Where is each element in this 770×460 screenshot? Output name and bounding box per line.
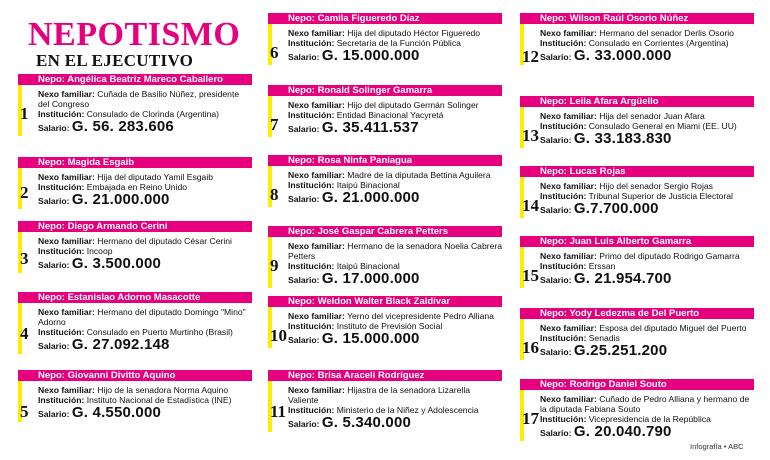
entry-card-17: Nepo: Rodrigo Daniel Souto 17 Nexo familiar: Cuñado de Pedro Alliana y hermano de la diputada Fabiana Souto Institución: Vicepresidencia de la República Salario: G. 20.040.790 bbox=[520, 379, 754, 441]
entry-salario: G.7.700.000 bbox=[573, 200, 659, 217]
entry-card-13: Nepo: Leila Afara Argüello 13 Nexo familiar: Hija del senador Juan Afara Institución: Consulado General en Miami (EE. UU) Salario: G. 33.183.830 bbox=[520, 96, 754, 148]
entry-card-16: Nepo: Yody Ledezma de Del Puerto 16 Nexo familiar: Esposa del diputado Miguel del Puerto Institución: Senadis Salario: G.25.251.200 bbox=[520, 308, 754, 360]
entry-salario: G. 17.000.000 bbox=[321, 270, 420, 287]
entry-header: Nepo: Magida Esgaib bbox=[18, 157, 252, 168]
entry-card-12: Nepo: Wilson Raúl Osorio Núñez 12 Nexo familiar: Hermano del senador Derlis Osorio Institución: Consulado en Corrientes (Argentina) Salario: G. 33.000.000 bbox=[520, 13, 754, 65]
entry-nexo: Hijo del senador Sergio Rojas bbox=[599, 181, 713, 191]
entry-nexo: Hermano del diputado César Cerini bbox=[97, 236, 232, 246]
entry-institucion: Ministerio de la Niñez y Adolescencia bbox=[336, 405, 479, 415]
entry-card-8: Nepo: Rosa Ninfa Paniagua 8 Nexo familiar: Madre de la diputada Bettina Aguilera Institución: Itaipú Binacional Salario: G. 21.000.000 bbox=[268, 155, 502, 207]
entry-number: 7 bbox=[270, 115, 279, 134]
entry-institucion: Vicepresidencia de la República bbox=[588, 414, 711, 424]
entry-nexo: Cuñado de Pedro Alliana y hermano de la diputada Fabiana Souto bbox=[540, 394, 750, 414]
entry-institucion: Itaipú Binacional bbox=[336, 180, 400, 190]
entry-nexo: Hija del diputado Héctor Figueredo bbox=[347, 28, 481, 38]
entry-name: Rosa Ninfa Paniagua bbox=[317, 155, 413, 166]
entry-header: Nepo: Giovanni Divitto Aquino bbox=[18, 370, 252, 381]
entry-salario: G. 35.411.537 bbox=[321, 119, 419, 136]
entry-salario: G. 15.000.000 bbox=[321, 330, 420, 347]
entry-number: 6 bbox=[270, 43, 279, 62]
entry-nexo: Hijastra de la senadora Lizarella Valiente bbox=[288, 385, 471, 405]
entry-institucion: Itaipú Binacional bbox=[336, 261, 400, 271]
entry-institucion: Entidad Binacional Yacyretá bbox=[336, 110, 444, 120]
entry-number: 17 bbox=[522, 409, 539, 428]
entry-name: Weldon Walter Black Zaldívar bbox=[317, 296, 451, 307]
entry-number: 16 bbox=[522, 338, 539, 357]
entry-header: Nepo: Camila Figueredo Díaz bbox=[268, 13, 502, 24]
entry-salario: G. 21.000.000 bbox=[71, 191, 170, 208]
entry-number: 11 bbox=[270, 402, 287, 421]
entry-number: 12 bbox=[522, 47, 539, 66]
entry-name: Leila Afara Argüello bbox=[569, 96, 659, 107]
entry-header: Nepo: Rosa Ninfa Paniagua bbox=[268, 155, 502, 166]
entry-salario: G. 33.183.830 bbox=[573, 130, 672, 147]
entry-institucion: Secretaría de la Función Pública bbox=[336, 38, 461, 48]
entry-header: Nepo: Ronald Solinger Gamarra bbox=[268, 85, 502, 96]
entry-header: Nepo: Yody Ledezma de Del Puerto bbox=[520, 308, 754, 319]
entry-salario: G. 27.092.148 bbox=[71, 336, 170, 353]
entry-salario: G. 5.340.000 bbox=[321, 414, 412, 431]
entry-institucion: Embajada en Reino Unido bbox=[86, 182, 188, 192]
entry-card-1: Nepo: Angélica Beatriz Mareco Caballero 1 Nexo familiar: Cuñada de Basilio Núñez, presidente del Congreso Institución: Consulado de Clorinda (Argentina) Salario: G. 56. 283.606 bbox=[18, 74, 252, 136]
entry-salario: G. 4.550.000 bbox=[71, 404, 162, 421]
entry-nexo: Madre de la diputada Bettina Aguilera bbox=[347, 170, 491, 180]
entry-number: 9 bbox=[270, 256, 279, 275]
entry-salario: G. 21.000.000 bbox=[321, 189, 420, 206]
entry-name: José Gaspar Cabrera Petters bbox=[317, 226, 448, 237]
entry-number: 1 bbox=[20, 104, 29, 123]
entry-institucion: Instituto de Previsión Social bbox=[336, 321, 443, 331]
entry-name: Lucas Rojas bbox=[569, 166, 626, 177]
entry-salario: G. 56. 283.606 bbox=[71, 118, 174, 135]
entry-name: Yody Ledezma de Del Puerto bbox=[569, 308, 700, 319]
entry-nexo: Hermano de la senadora Noelia Cabrera Petters bbox=[288, 241, 503, 261]
entry-number: 13 bbox=[522, 126, 539, 145]
entry-number: 5 bbox=[20, 402, 29, 421]
entry-name: Juan Luis Alberto Gamarra bbox=[569, 236, 692, 247]
entry-nexo: Hermano del senador Derlis Osorio bbox=[599, 28, 734, 38]
entry-salario: G. 21.954.700 bbox=[573, 270, 672, 287]
entry-header: Nepo: Wilson Raúl Osorio Núñez bbox=[520, 13, 754, 24]
entry-header: Nepo: Weldon Walter Black Zaldívar bbox=[268, 296, 502, 307]
entry-header: Nepo: Lucas Rojas bbox=[520, 166, 754, 177]
entry-institucion: Tribunal Superior de Justicia Electoral bbox=[588, 191, 733, 201]
entry-name: Diego Armando Cerini bbox=[67, 221, 168, 232]
entry-institucion: Senadis bbox=[588, 333, 620, 343]
entry-name: Rodrigo Daniel Souto bbox=[569, 379, 667, 390]
entry-header: Nepo: Juan Luis Alberto Gamarra bbox=[520, 236, 754, 247]
entry-card-10: Nepo: Weldon Walter Black Zaldívar 10 Nexo familiar: Yerno del vicepresidente Pedro Alliana Institución: Instituto de Previsión Social Salario: G. 15.000.000 bbox=[268, 296, 502, 348]
entry-institucion: Consulado en Corrientes (Argentina) bbox=[588, 38, 729, 48]
entry-header: Nepo: Diego Armando Cerini bbox=[18, 221, 252, 232]
entry-institucion: Incoop bbox=[86, 246, 113, 256]
entry-card-6: Nepo: Camila Figueredo Díaz 6 Nexo familiar: Hija del diputado Héctor Figueredo Institución: Secretaría de la Función Pública Salario: G. 15.000.000 bbox=[268, 13, 502, 65]
entry-nexo: Hermano del diputado Domingo "Mino" Adorno bbox=[38, 307, 246, 327]
entry-nexo: Esposa del diputado Miguel del Puerto bbox=[599, 323, 747, 333]
entry-name: Wilson Raúl Osorio Núñez bbox=[569, 13, 689, 24]
entry-header: Nepo: Angélica Beatriz Mareco Caballero bbox=[18, 74, 252, 85]
entry-name: Brisa Araceli Rodríguez bbox=[317, 370, 425, 381]
entry-nexo: Hijo del diputado Germán Solinger bbox=[347, 100, 479, 110]
entry-nexo: Hijo de la senadora Norma Aquino bbox=[97, 385, 229, 395]
entry-name: Ronald Solinger Gamarra bbox=[317, 85, 433, 96]
entry-header: Nepo: Rodrigo Daniel Souto bbox=[520, 379, 754, 390]
entry-institucion: Instituto Nacional de Estadística (INE) bbox=[86, 395, 232, 405]
entry-card-11: Nepo: Brisa Araceli Rodríguez 11 Nexo familiar: Hijastra de la senadora Lizarella Valiente Institución: Ministerio de la Niñez y Adolescencia Salario: G. 5.340.000 bbox=[268, 370, 502, 432]
entry-header: Nepo: Brisa Araceli Rodríguez bbox=[268, 370, 502, 381]
entry-card-5: Nepo: Giovanni Divitto Aquino 5 Nexo familiar: Hijo de la senadora Norma Aquino Institución: Instituto Nacional de Estadística (INE) Salario: G. 4.550.000 bbox=[18, 370, 252, 422]
entry-salario: G.25.251.200 bbox=[573, 342, 668, 359]
entry-number: 2 bbox=[20, 183, 29, 202]
entry-number: 10 bbox=[270, 326, 287, 345]
entry-nexo: Cuñada de Basilio Núñez, presidente del Congreso bbox=[38, 89, 240, 109]
page-title: NEPOTISMO bbox=[28, 16, 241, 53]
entry-number: 3 bbox=[20, 249, 29, 268]
entry-institucion: Consulado en Puerto Murtinho (Brasil) bbox=[86, 327, 233, 337]
entry-name: Angélica Beatriz Mareco Caballero bbox=[67, 74, 223, 85]
entry-salario: G. 20.040.790 bbox=[573, 423, 672, 440]
entry-number: 15 bbox=[522, 266, 539, 285]
entry-card-3: Nepo: Diego Armando Cerini 3 Nexo familiar: Hermano del diputado César Cerini Institución: Incoop Salario: G. 3.500.000 bbox=[18, 221, 252, 273]
entry-number: 8 bbox=[270, 185, 279, 204]
entry-salario: G. 3.500.000 bbox=[71, 255, 162, 272]
entry-salario: G. 33.000.000 bbox=[573, 47, 672, 64]
entry-nexo: Yerno del vicepresidente Pedro Alliana bbox=[347, 311, 494, 321]
credit-text: Infografía • ABC bbox=[690, 442, 744, 451]
entry-name: Magida Esgaib bbox=[67, 157, 135, 168]
entry-institucion: Consulado General en Miami (EE. UU) bbox=[588, 121, 737, 131]
entry-card-2: Nepo: Magida Esgaib 2 Nexo familiar: Hija del diputado Yamil Esgaib Institución: Embajada en Reino Unido Salario: G. 21.000.000 bbox=[18, 157, 252, 209]
entry-number: 4 bbox=[20, 324, 29, 343]
entry-card-14: Nepo: Lucas Rojas 14 Nexo familiar: Hijo del senador Sergio Rojas Institución: Tribunal Superior de Justicia Electoral Salario: G.7.700.000 bbox=[520, 166, 754, 218]
entry-institucion: Erssan bbox=[588, 261, 616, 271]
entry-card-7: Nepo: Ronald Solinger Gamarra 7 Nexo familiar: Hijo del diputado Germán Solinger Institución: Entidad Binacional Yacyretá Salario: G. 35.411.537 bbox=[268, 85, 502, 137]
entry-salario: G. 15.000.000 bbox=[321, 47, 420, 64]
entry-institucion: Consulado de Clorinda (Argentina) bbox=[86, 109, 220, 119]
entry-header: Nepo: Leila Afara Argüello bbox=[520, 96, 754, 107]
entry-number: 14 bbox=[522, 196, 539, 215]
entry-nexo: Primo del diputado Rodrigo Gamarra bbox=[599, 251, 740, 261]
page-subtitle: EN EL EJECUTIVO bbox=[36, 51, 194, 70]
entry-card-4: Nepo: Estanislao Adorno Masacotte 4 Nexo familiar: Hermano del diputado Domingo "Mino" Adorno Institución: Consulado en Puerto Murtinho (Brasil) Salario: G. 27.092.148 bbox=[18, 292, 252, 354]
entry-card-9: Nepo: José Gaspar Cabrera Petters 9 Nexo familiar: Hermano de la senadora Noelia Cabrera Petters Institución: Itaipú Binacional Salario: G. 17.000.000 bbox=[270, 226, 503, 287]
entry-name: Camila Figueredo Díaz bbox=[317, 13, 420, 24]
entry-name: Giovanni Divitto Aquino bbox=[67, 370, 176, 381]
entry-nexo: Hija del senador Juan Afara bbox=[599, 111, 705, 121]
entry-header: Nepo: José Gaspar Cabrera Petters bbox=[268, 226, 502, 237]
entry-name: Estanislao Adorno Masacotte bbox=[67, 292, 201, 303]
entry-header: Nepo: Estanislao Adorno Masacotte bbox=[18, 292, 252, 303]
entry-card-15: Nepo: Juan Luis Alberto Gamarra 15 Nexo familiar: Primo del diputado Rodrigo Gamarra Institución: Erssan Salario: G. 21.954.700 bbox=[520, 236, 754, 288]
entry-nexo: Hija del diputado Yamil Esgaib bbox=[97, 172, 214, 182]
